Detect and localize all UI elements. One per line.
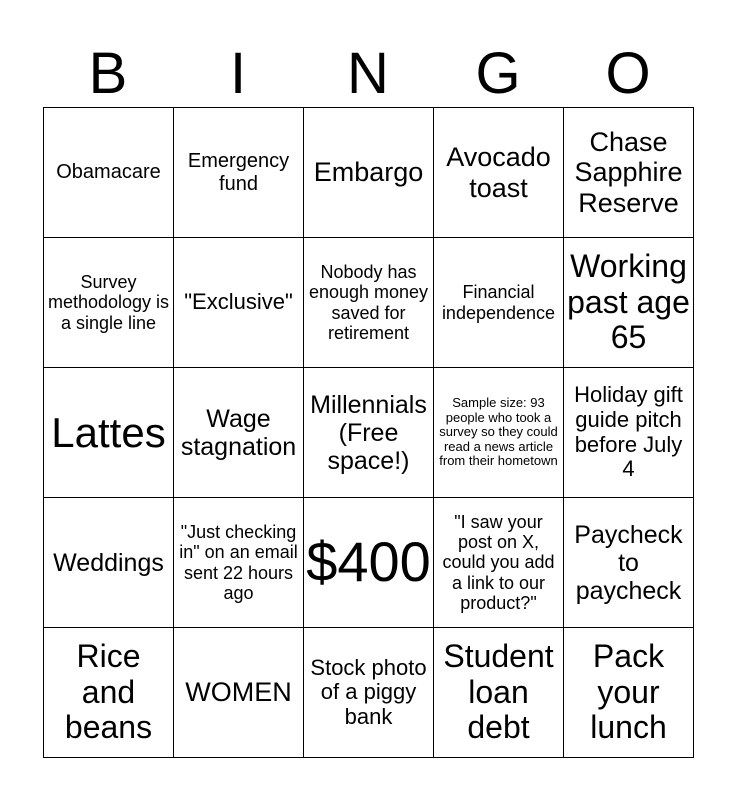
bingo-cell[interactable]: Embargo [304,108,434,238]
board-row [44,498,694,628]
bingo-cell[interactable]: Stock photo of a piggy bank [304,628,434,758]
header-letter-n: N [347,41,389,106]
header-letter-g: G [475,41,521,106]
bingo-cell[interactable]: Paycheck to paycheck [564,498,694,628]
bingo-board [43,107,694,758]
bingo-cell[interactable]: Pack your lunch [564,628,694,758]
bingo-cell[interactable]: Obamacare [44,108,174,238]
bingo-cell[interactable]: "I saw your post on X, could you add a link to our product?" [434,498,564,628]
bingo-cell[interactable]: Nobody has enough money saved for retirement [304,238,434,368]
bingo-cell[interactable]: $400 [304,498,434,628]
bingo-cell[interactable]: Financial independence [434,238,564,368]
board-row [44,108,694,238]
header-letter-o: O [605,41,651,106]
board-row [44,238,694,368]
bingo-cell[interactable]: Lattes [44,368,174,498]
bingo-cell[interactable]: Rice and beans [44,628,174,758]
bingo-cell[interactable]: Sample size: 93 people who took a survey so they could read a news article from their hometown [434,368,564,498]
bingo-header [43,40,693,108]
bingo-cell[interactable]: Avocado toast [434,108,564,238]
bingo-cell[interactable]: Student loan debt [434,628,564,758]
bingo-cell[interactable]: Emergency fund [174,108,304,238]
bingo-cell[interactable]: Weddings [44,498,174,628]
bingo-cell[interactable]: "Exclusive" [174,238,304,368]
header-letter-b: B [88,41,128,106]
bingo-cell[interactable]: Survey methodology is a single line [44,238,174,368]
bingo-cell[interactable]: Holiday gift guide pitch before July 4 [564,368,694,498]
bingo-cell[interactable]: WOMEN [174,628,304,758]
board-row [44,368,694,498]
bingo-cell[interactable]: "Just checking in" on an email sent 22 hours ago [174,498,304,628]
bingo-cell[interactable]: Chase Sapphire Reserve [564,108,694,238]
bingo-cell[interactable]: Millennials (Free space!) [304,368,434,498]
header-letter-i: I [229,41,247,106]
bingo-cell[interactable]: Working past age 65 [564,238,694,368]
bingo-cell[interactable]: Wage stagnation [174,368,304,498]
board-row [44,628,694,758]
